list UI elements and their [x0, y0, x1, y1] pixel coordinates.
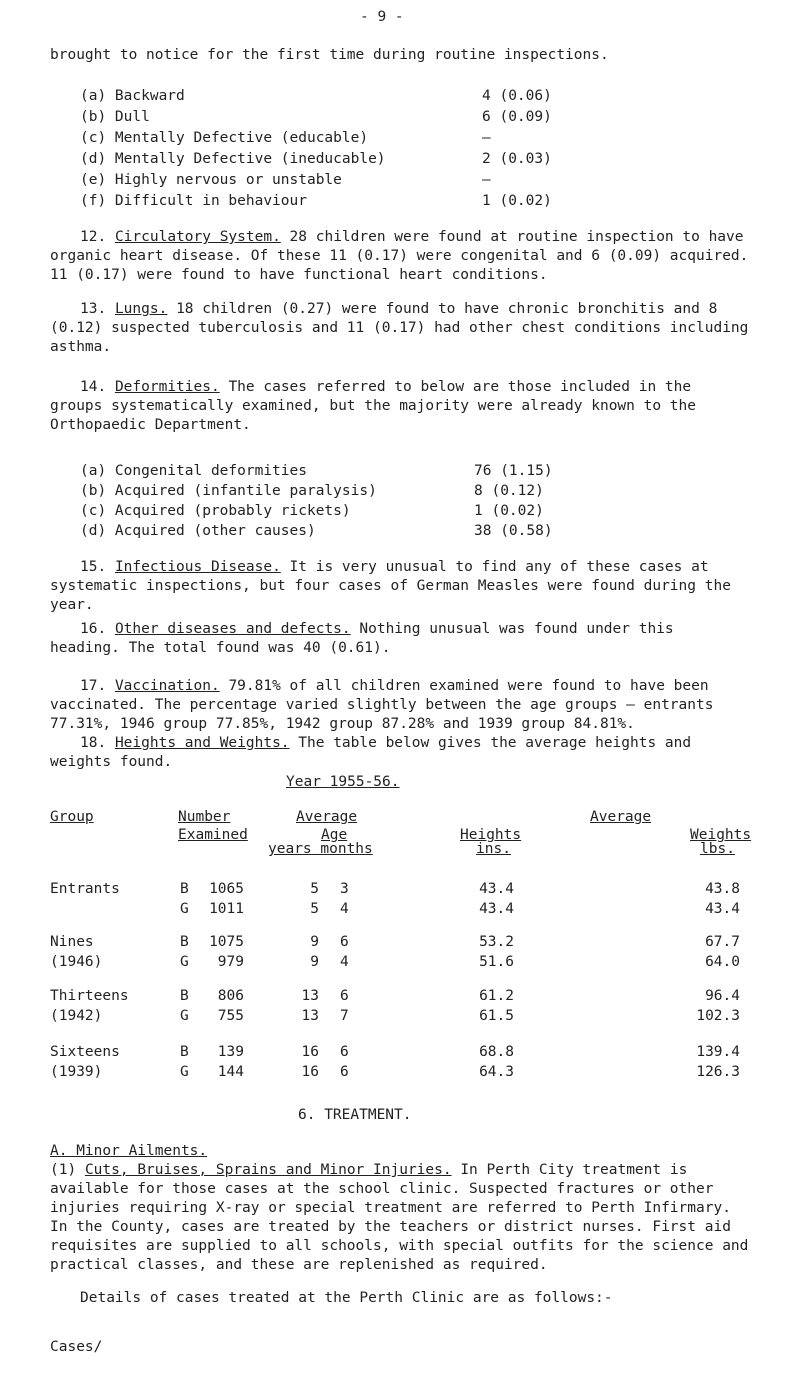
list-item: (d) Mentally Defective (ineducable) — [80, 151, 386, 167]
list-item-value: 8 (0.12) — [474, 483, 544, 499]
section-body: 18 children (0.27) were found to have chronic bronchitis and 8 (0.12) suspected tuberculosis and 11 (0.17) had other chest conditions including asthma. — [50, 301, 749, 355]
section-13 — [50, 300, 750, 357]
list-item-value: 76 (1.15) — [474, 463, 553, 479]
section-number: 18. — [80, 735, 107, 751]
section-heading: Deformities. — [114, 379, 220, 395]
page-number: - 9 - — [360, 9, 404, 25]
age-years-cell: 9 — [310, 954, 319, 970]
sex-cell: B — [180, 988, 189, 1004]
paragraph-heading: Cuts, Bruises, Sprains and Minor Injuries. — [84, 1162, 452, 1178]
weight-cell: 96.4 — [705, 988, 740, 1004]
list-item: (a) Congenital deformities — [80, 463, 307, 479]
group-year: (1939) — [50, 1064, 103, 1080]
height-cell: 61.5 — [479, 1008, 514, 1024]
column-header-examined: Examined — [178, 827, 248, 843]
section-number: 17. — [80, 678, 107, 694]
age-months-cell: 7 — [340, 1008, 349, 1024]
section-15 — [50, 558, 750, 615]
column-header-average-age: Average — [296, 809, 358, 825]
column-header-heights: Heights — [460, 827, 522, 843]
age-years-cell: 5 — [310, 881, 319, 897]
section-14 — [50, 378, 750, 435]
treatment-subhead: A. Minor Ailments. — [50, 1143, 208, 1159]
section-body: It is very unusual to find any of these cases at systematic inspections, but four cases of German Measles were found during the year. — [50, 559, 731, 613]
list-item-value: 1 (0.02) — [482, 193, 552, 209]
intro-line: brought to notice for the first time during routine inspections. — [50, 47, 609, 63]
weight-cell: 139.4 — [696, 1044, 740, 1060]
number-cell: 1065 — [209, 881, 244, 897]
number-cell: 806 — [217, 988, 244, 1004]
paragraph-body: In Perth City treatment is available for those cases at the school clinic. Suspected fractures or other injuries requiring X-ray or special treatment are referred to Perth Infirmary. In the County, cases are treated by the teachers or district nurses. First aid requisites are supplied to all schools, with special outfits for the science and practical classes, and these are replenished as required. — [50, 1162, 749, 1273]
section-heading: Heights and Weights. — [114, 735, 290, 751]
number-cell: 755 — [217, 1008, 244, 1024]
section-number: 13. — [80, 301, 107, 317]
list-item: (b) Acquired (infantile paralysis) — [80, 483, 377, 499]
section-12 — [50, 228, 750, 285]
age-years-cell: 13 — [301, 988, 319, 1004]
section-17 — [50, 677, 750, 734]
number-cell: 139 — [217, 1044, 244, 1060]
sex-cell: G — [180, 1008, 189, 1024]
list-item-value: – — [482, 130, 491, 146]
treatment-paragraph — [50, 1161, 750, 1275]
sex-cell: B — [180, 881, 189, 897]
weight-cell: 126.3 — [696, 1064, 740, 1080]
section-heading: Lungs. — [114, 301, 168, 317]
age-years-cell: 13 — [301, 1008, 319, 1024]
number-cell: 1075 — [209, 934, 244, 950]
height-cell: 51.6 — [479, 954, 514, 970]
age-years-cell: 16 — [301, 1044, 319, 1060]
section-number: 15. — [80, 559, 107, 575]
section-body: 28 children were found at routine inspection to have organic heart disease. Of these 11 (0.17) were congenital and 6 (0.09) acquired. 11 (0.17) were found to have functional heart conditions. — [50, 229, 749, 283]
list-item: (d) Acquired (other causes) — [80, 523, 316, 539]
sex-cell: G — [180, 901, 189, 917]
section-body: The cases referred to below are those included in the groups systematically examined, but the majority were already known to the Orthopaedic Department. — [50, 379, 697, 433]
group-name: Entrants — [50, 881, 120, 897]
weight-cell: 43.8 — [705, 881, 740, 897]
section-body: The table below gives the average heights and weights found. — [50, 735, 692, 770]
table-year: Year 1955-56. — [286, 774, 400, 790]
sex-cell: G — [180, 1064, 189, 1080]
list-item-value: 2 (0.03) — [482, 151, 552, 167]
treatment-title: 6. TREATMENT. — [298, 1107, 412, 1123]
age-months-cell: 6 — [340, 1044, 349, 1060]
column-header-lbs: lbs. — [700, 841, 735, 857]
column-header-average: Average — [590, 809, 652, 825]
weight-cell: 102.3 — [696, 1008, 740, 1024]
age-months-cell: 6 — [340, 1064, 349, 1080]
sex-cell: B — [180, 934, 189, 950]
section-18 — [50, 734, 750, 772]
list-item-value: – — [482, 172, 491, 188]
group-year: (1942) — [50, 1008, 103, 1024]
list-item-value: 6 (0.09) — [482, 109, 552, 125]
number-cell: 1011 — [209, 901, 244, 917]
section-body: Nothing unusual was found under this heading. The total found was 40 (0.61). — [50, 621, 674, 656]
height-cell: 68.8 — [479, 1044, 514, 1060]
weight-cell: 64.0 — [705, 954, 740, 970]
column-header-weights: Weights — [690, 827, 752, 843]
column-header-age: Age — [321, 827, 348, 843]
sex-cell: B — [180, 1044, 189, 1060]
height-cell: 61.2 — [479, 988, 514, 1004]
section-heading: Vaccination. — [114, 678, 220, 694]
number-cell: 979 — [217, 954, 244, 970]
group-name: Nines — [50, 934, 94, 950]
list-item: (b) Dull — [80, 109, 150, 125]
section-16 — [50, 620, 750, 658]
list-item-value: 4 (0.06) — [482, 88, 552, 104]
group-name: Thirteens — [50, 988, 129, 1004]
catchword: Cases/ — [50, 1339, 103, 1355]
weight-cell: 67.7 — [705, 934, 740, 950]
age-months-cell: 3 — [340, 881, 349, 897]
height-cell: 64.3 — [479, 1064, 514, 1080]
age-months-cell: 6 — [340, 934, 349, 950]
age-months-cell: 6 — [340, 988, 349, 1004]
section-number: 14. — [80, 379, 107, 395]
weight-cell: 43.4 — [705, 901, 740, 917]
details-line: Details of cases treated at the Perth Clinic are as follows:- — [80, 1290, 613, 1306]
list-item: (e) Highly nervous or unstable — [80, 172, 342, 188]
list-item-value: 38 (0.58) — [474, 523, 553, 539]
column-header-group: Group — [50, 809, 94, 825]
number-cell: 144 — [217, 1064, 244, 1080]
age-months-cell: 4 — [340, 901, 349, 917]
group-name: Sixteens — [50, 1044, 120, 1060]
paragraph-number: (1) — [50, 1162, 77, 1178]
age-years-cell: 9 — [310, 934, 319, 950]
list-item-value: 1 (0.02) — [474, 503, 544, 519]
list-item: (c) Mentally Defective (educable) — [80, 130, 369, 146]
age-years-cell: 16 — [301, 1064, 319, 1080]
column-header-number: Number — [178, 809, 231, 825]
section-heading: Circulatory System. — [114, 229, 281, 245]
sex-cell: G — [180, 954, 189, 970]
age-years-cell: 5 — [310, 901, 319, 917]
column-header-ins: ins. — [476, 841, 511, 857]
list-item: (a) Backward — [80, 88, 185, 104]
group-year: (1946) — [50, 954, 103, 970]
age-months-cell: 4 — [340, 954, 349, 970]
height-cell: 43.4 — [479, 901, 514, 917]
height-cell: 43.4 — [479, 881, 514, 897]
section-heading: Other diseases and defects. — [114, 621, 351, 637]
column-header-years-months: years months — [268, 841, 373, 857]
height-cell: 53.2 — [479, 934, 514, 950]
section-number: 16. — [80, 621, 107, 637]
section-heading: Infectious Disease. — [114, 559, 281, 575]
list-item: (f) Difficult in behaviour — [80, 193, 307, 209]
section-number: 12. — [80, 229, 107, 245]
section-body: 79.81% of all children examined were found to have been vaccinated. The percentage varied slightly between the age groups – entrants 77.31%, 1946 group 77.85%, 1942 group 87.28% and 1939 group 84.81%. — [50, 678, 714, 732]
list-item: (c) Acquired (probably rickets) — [80, 503, 351, 519]
